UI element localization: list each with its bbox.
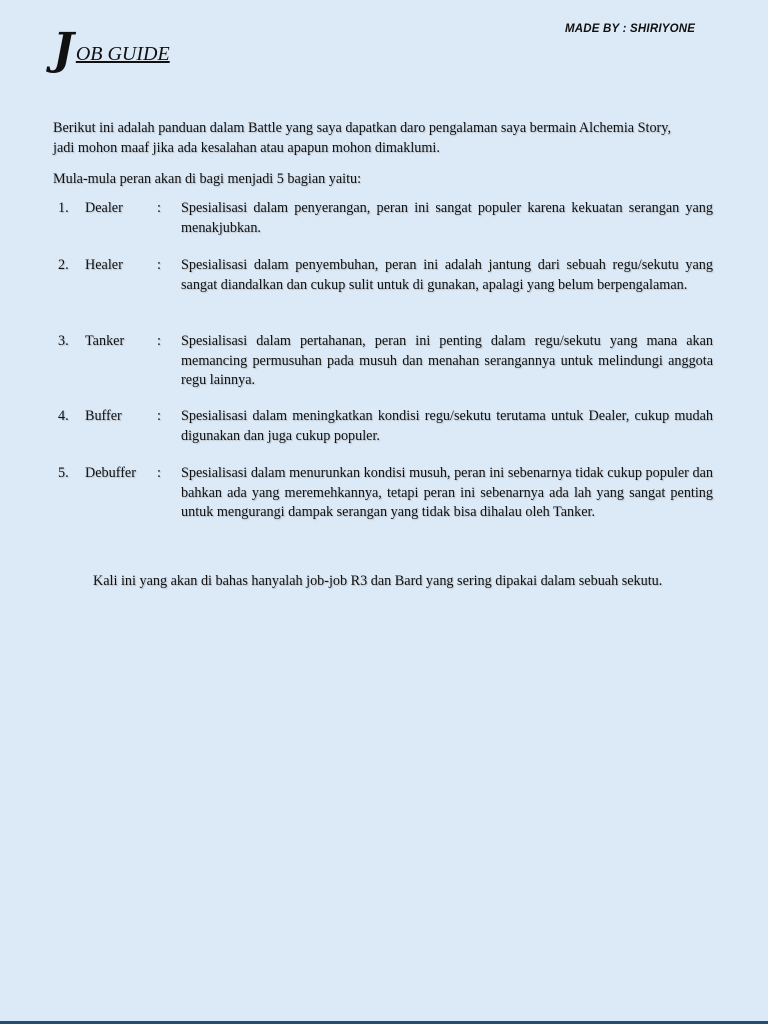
intro-paragraph: Berikut ini adalah panduan dalam Battle yang saya dapatkan daro pengalaman saya bermain Alchemia Story, jadi mohon maaf jika ada kesalahan atau apapun mohon dimaklumi. bbox=[53, 120, 671, 156]
lead-paragraph: Mula-mula peran akan di bagi menjadi 5 bagian yaitu: bbox=[53, 171, 362, 187]
role-name: Healer bbox=[85, 257, 123, 273]
role-number: 4. bbox=[58, 408, 69, 424]
role-number: 2. bbox=[58, 257, 69, 273]
role-separator: : bbox=[157, 257, 161, 273]
role-number: 5. bbox=[58, 465, 69, 481]
role-name: Dealer bbox=[85, 200, 123, 216]
role-description: Spesialisasi dalam pertahanan, peran ini penting dalam regu/sekutu yang mana akan memancing permusuhan pada musuh dan menahan serangannya untuk melindungi anggota regu lainnya. bbox=[181, 333, 713, 388]
title-text: OB GUIDE bbox=[75, 43, 170, 65]
role-name: Tanker bbox=[85, 333, 125, 349]
role-separator: : bbox=[157, 408, 161, 424]
role-description: Spesialisasi dalam menurunkan kondisi musuh, peran ini sebenarnya tidak cukup populer dan bahkan ada yang meremehkannya, tetapi peran ini sebenarnya ada lah yang sangat penting untuk mengurangi dampak serangan yang tidak bisa dihalau oleh Tanker. bbox=[181, 465, 713, 520]
role-separator: : bbox=[157, 333, 161, 349]
role-separator: : bbox=[157, 465, 161, 481]
role-number: 1. bbox=[58, 200, 69, 216]
role-separator: : bbox=[157, 200, 161, 216]
role-description: Spesialisasi dalam meningkatkan kondisi regu/sekutu terutama untuk Dealer, cukup mudah digunakan dan juga cukup populer. bbox=[181, 408, 713, 444]
author-credit: MADE BY : SHIRIYONE bbox=[565, 23, 696, 35]
role-name: Debuffer bbox=[85, 465, 136, 481]
document-title bbox=[53, 24, 198, 75]
closing-paragraph: Kali ini yang akan di bahas hanyalah job-job R3 dan Bard yang sering dipakai dalam sebuah sekutu. bbox=[93, 573, 663, 589]
title-initial-letter: J bbox=[53, 24, 74, 75]
role-name: Buffer bbox=[85, 408, 122, 424]
role-description: Spesialisasi dalam penyembuhan, peran ini adalah jantung dari sebuah regu/sekutu yang sangat diandalkan dan cukup sulit untuk di gunakan, apalagi yang belum berpengalaman. bbox=[181, 257, 713, 293]
role-description: Spesialisasi dalam penyerangan, peran ini sangat populer karena kekuatan serangan yang menakjubkan. bbox=[181, 200, 713, 236]
role-number: 3. bbox=[58, 333, 69, 349]
